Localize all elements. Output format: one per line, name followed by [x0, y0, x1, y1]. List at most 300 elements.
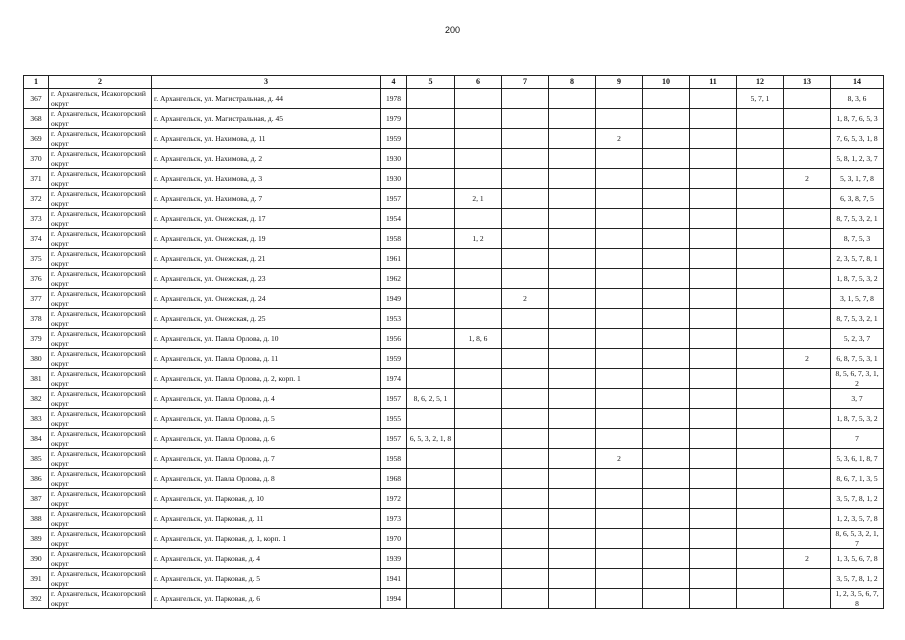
table-cell — [643, 489, 690, 509]
table-cell — [549, 149, 596, 169]
table-cell — [737, 529, 784, 549]
table-cell — [549, 229, 596, 249]
table-cell — [596, 189, 643, 209]
table-cell — [643, 169, 690, 189]
table-cell — [407, 529, 455, 549]
table-cell — [455, 529, 502, 549]
table-cell — [737, 129, 784, 149]
table-cell: 381 — [24, 369, 49, 389]
table-cell: 8, 5, 6, 7, 3, 1, 2 — [831, 369, 884, 389]
table-cell — [690, 529, 737, 549]
table-cell: 8, 7, 5, 3, 2, 1 — [831, 209, 884, 229]
table-cell: г. Архангельск, ул. Павла Орлова, д. 8 — [152, 469, 381, 489]
table-cell: 1961 — [381, 249, 407, 269]
table-cell: г. Архангельск, ул. Парковая, д. 1, корп. 1 — [152, 529, 381, 549]
table-cell: 1974 — [381, 369, 407, 389]
table-cell — [455, 89, 502, 109]
table-cell — [549, 129, 596, 149]
table-cell: г. Архангельск, ул. Парковая, д. 11 — [152, 509, 381, 529]
table-cell — [690, 569, 737, 589]
table-cell: г. Архангельск, ул. Нахимова, д. 3 — [152, 169, 381, 189]
table-row — [24, 229, 884, 249]
table-cell: г. Архангельск, Исакогорский округ — [49, 169, 152, 189]
table-cell — [737, 369, 784, 389]
table-cell: 390 — [24, 549, 49, 569]
table-cell — [502, 589, 549, 609]
table-cell — [549, 449, 596, 469]
table-cell — [407, 209, 455, 229]
table-cell — [690, 389, 737, 409]
table-cell — [596, 309, 643, 329]
table-cell: 5, 7, 1 — [737, 89, 784, 109]
table-cell — [549, 549, 596, 569]
table-cell: 1930 — [381, 149, 407, 169]
table-cell — [407, 89, 455, 109]
table-cell: г. Архангельск, ул. Парковая, д. 5 — [152, 569, 381, 589]
table-cell: 1957 — [381, 389, 407, 409]
table-cell: 1955 — [381, 409, 407, 429]
table-cell — [596, 489, 643, 509]
table-row — [24, 289, 884, 309]
table-cell — [737, 289, 784, 309]
table-row — [24, 189, 884, 209]
table-cell — [455, 489, 502, 509]
table-cell: 6, 8, 7, 5, 3, 1 — [831, 349, 884, 369]
table-cell: 371 — [24, 169, 49, 189]
table-cell — [643, 569, 690, 589]
table-row — [24, 489, 884, 509]
table-cell — [549, 309, 596, 329]
table-cell: 1930 — [381, 169, 407, 189]
table-cell — [502, 349, 549, 369]
table-cell — [596, 369, 643, 389]
table-cell — [455, 589, 502, 609]
table-row — [24, 209, 884, 229]
table-cell: 1949 — [381, 289, 407, 309]
table-row — [24, 589, 884, 609]
table-cell — [690, 449, 737, 469]
table-cell: г. Архангельск, Исакогорский округ — [49, 329, 152, 349]
table-cell — [407, 369, 455, 389]
column-header: 6 — [455, 76, 502, 89]
column-header: 10 — [643, 76, 690, 89]
table-cell: г. Архангельск, Исакогорский округ — [49, 449, 152, 469]
table-cell — [455, 369, 502, 389]
table-cell — [549, 329, 596, 349]
table-cell — [784, 469, 831, 489]
table-cell — [690, 349, 737, 369]
table-cell — [455, 569, 502, 589]
table-cell — [643, 249, 690, 269]
table-cell — [737, 509, 784, 529]
table-cell: г. Архангельск, Исакогорский округ — [49, 289, 152, 309]
table-cell: 3, 5, 7, 8, 1, 2 — [831, 489, 884, 509]
table-cell — [502, 449, 549, 469]
table-cell: 1994 — [381, 589, 407, 609]
table-cell — [455, 509, 502, 529]
table-cell — [784, 409, 831, 429]
table-cell — [643, 509, 690, 529]
table-cell: г. Архангельск, Исакогорский округ — [49, 229, 152, 249]
table-cell — [784, 489, 831, 509]
table-cell: 1, 2, 3, 5, 7, 8 — [831, 509, 884, 529]
table-cell: г. Архангельск, Исакогорский округ — [49, 189, 152, 209]
table-cell — [502, 269, 549, 289]
table-cell — [407, 109, 455, 129]
table-cell: г. Архангельск, Исакогорский округ — [49, 429, 152, 449]
table-cell — [407, 509, 455, 529]
column-header: 2 — [49, 76, 152, 89]
table-cell — [596, 509, 643, 529]
table-cell — [737, 229, 784, 249]
table-cell — [784, 369, 831, 389]
table-cell — [690, 169, 737, 189]
table-cell — [502, 549, 549, 569]
table-cell — [549, 169, 596, 189]
table-row — [24, 509, 884, 529]
table-row — [24, 269, 884, 289]
table-cell: г. Архангельск, Исакогорский округ — [49, 129, 152, 149]
table-cell — [690, 549, 737, 569]
table-cell: 392 — [24, 589, 49, 609]
table-row — [24, 149, 884, 169]
column-header: 13 — [784, 76, 831, 89]
table-cell: 5, 2, 3, 7 — [831, 329, 884, 349]
table-cell — [643, 129, 690, 149]
table-row — [24, 89, 884, 109]
table-cell: г. Архангельск, Исакогорский округ — [49, 549, 152, 569]
table-cell: 1, 8, 7, 6, 5, 3 — [831, 109, 884, 129]
table-cell — [407, 409, 455, 429]
table-cell — [690, 309, 737, 329]
table-cell — [407, 489, 455, 509]
table-cell — [690, 509, 737, 529]
table-cell — [643, 309, 690, 329]
table-cell — [690, 329, 737, 349]
table-cell — [690, 409, 737, 429]
table-cell: г. Архангельск, Исакогорский округ — [49, 249, 152, 269]
table-cell — [784, 249, 831, 269]
table-cell: 387 — [24, 489, 49, 509]
table-cell — [690, 469, 737, 489]
table-cell — [549, 269, 596, 289]
table-cell: 2 — [596, 129, 643, 149]
table-cell — [502, 429, 549, 449]
table-cell — [455, 109, 502, 129]
table-row — [24, 329, 884, 349]
table-cell — [690, 189, 737, 209]
table-cell — [737, 469, 784, 489]
table-cell — [455, 269, 502, 289]
table-cell — [690, 249, 737, 269]
table-cell — [596, 549, 643, 569]
table-cell — [549, 529, 596, 549]
table-cell — [596, 329, 643, 349]
table-cell — [549, 429, 596, 449]
table-row — [24, 549, 884, 569]
table-cell — [784, 109, 831, 129]
table-cell — [643, 369, 690, 389]
table-cell — [407, 149, 455, 169]
table-cell — [502, 209, 549, 229]
table-cell — [737, 409, 784, 429]
table-cell — [643, 529, 690, 549]
column-header: 8 — [549, 76, 596, 89]
table-cell: г. Архангельск, ул. Павла Орлова, д. 4 — [152, 389, 381, 409]
table-cell — [737, 589, 784, 609]
table-cell — [643, 269, 690, 289]
table-cell: 1968 — [381, 469, 407, 489]
table-cell — [643, 469, 690, 489]
table-cell — [455, 449, 502, 469]
table-cell — [784, 189, 831, 209]
table-cell: 1953 — [381, 309, 407, 329]
table-row — [24, 309, 884, 329]
table-cell — [407, 349, 455, 369]
column-header: 11 — [690, 76, 737, 89]
table-cell: 1941 — [381, 569, 407, 589]
table-cell — [502, 469, 549, 489]
table-cell — [407, 469, 455, 489]
table-cell — [690, 209, 737, 229]
table-cell: 1959 — [381, 129, 407, 149]
table-cell: г. Архангельск, Исакогорский округ — [49, 349, 152, 369]
table-cell: 7 — [831, 429, 884, 449]
table-cell — [455, 209, 502, 229]
table-cell — [596, 109, 643, 129]
table-cell: 1957 — [381, 429, 407, 449]
table-cell — [596, 469, 643, 489]
table-cell — [690, 149, 737, 169]
table-cell — [784, 129, 831, 149]
table-cell: г. Архангельск, ул. Нахимова, д. 2 — [152, 149, 381, 169]
table-cell — [549, 249, 596, 269]
table-cell — [596, 249, 643, 269]
table-cell: 383 — [24, 409, 49, 429]
table-cell: 379 — [24, 329, 49, 349]
table-cell — [690, 489, 737, 509]
table-cell — [502, 569, 549, 589]
table-cell — [784, 429, 831, 449]
table-cell — [784, 149, 831, 169]
table-cell: 373 — [24, 209, 49, 229]
table-cell: г. Архангельск, Исакогорский округ — [49, 209, 152, 229]
table-row — [24, 129, 884, 149]
table-cell: г. Архангельск, ул. Онежская, д. 25 — [152, 309, 381, 329]
table-cell: 5, 3, 6, 1, 8, 7 — [831, 449, 884, 469]
column-header: 5 — [407, 76, 455, 89]
table-cell — [502, 329, 549, 349]
table-cell: 2, 1 — [455, 189, 502, 209]
table-cell: 2 — [596, 449, 643, 469]
table-cell: 376 — [24, 269, 49, 289]
table-cell: 5, 3, 1, 7, 8 — [831, 169, 884, 189]
table-cell — [502, 309, 549, 329]
column-header: 9 — [596, 76, 643, 89]
table-cell: 382 — [24, 389, 49, 409]
table-row — [24, 469, 884, 489]
table-cell: г. Архангельск, Исакогорский округ — [49, 489, 152, 509]
table-cell — [784, 229, 831, 249]
table-cell: г. Архангельск, ул. Нахимова, д. 11 — [152, 129, 381, 149]
table-cell: г. Архангельск, Исакогорский округ — [49, 409, 152, 429]
table-cell: г. Архангельск, Исакогорский округ — [49, 529, 152, 549]
table-cell: 372 — [24, 189, 49, 209]
table-header-row — [24, 76, 884, 89]
table-cell: 1962 — [381, 269, 407, 289]
table-cell — [549, 509, 596, 529]
table-cell — [549, 89, 596, 109]
table-cell: 1956 — [381, 329, 407, 349]
table-cell — [549, 209, 596, 229]
table-cell — [596, 429, 643, 449]
table-cell — [407, 169, 455, 189]
table-cell — [502, 249, 549, 269]
table-cell — [407, 569, 455, 589]
table-row — [24, 369, 884, 389]
table-cell: 1979 — [381, 109, 407, 129]
table-cell: 370 — [24, 149, 49, 169]
table-cell — [690, 129, 737, 149]
column-header: 14 — [831, 76, 884, 89]
table-cell: 3, 5, 7, 8, 1, 2 — [831, 569, 884, 589]
table-cell: г. Архангельск, ул. Павла Орлова, д. 2, корп. 1 — [152, 369, 381, 389]
table-cell — [455, 389, 502, 409]
table-cell — [643, 209, 690, 229]
table-cell: 1, 2, 3, 5, 6, 7, 8 — [831, 589, 884, 609]
table-cell: 6, 3, 8, 7, 5 — [831, 189, 884, 209]
table-cell — [643, 109, 690, 129]
table-cell — [784, 89, 831, 109]
table-row — [24, 249, 884, 269]
table-cell: 8, 7, 5, 3 — [831, 229, 884, 249]
table-cell — [502, 489, 549, 509]
table-cell — [596, 169, 643, 189]
table-cell: г. Архангельск, ул. Онежская, д. 21 — [152, 249, 381, 269]
table-cell — [643, 189, 690, 209]
table-cell: г. Архангельск, ул. Павла Орлова, д. 5 — [152, 409, 381, 429]
table-row — [24, 409, 884, 429]
table-cell — [549, 109, 596, 129]
table-cell: 7, 6, 5, 3, 1, 8 — [831, 129, 884, 149]
table-cell — [455, 169, 502, 189]
table-cell: 1, 2 — [455, 229, 502, 249]
table-cell — [784, 289, 831, 309]
table-cell: г. Архангельск, Исакогорский округ — [49, 589, 152, 609]
table-cell: 386 — [24, 469, 49, 489]
table-cell — [407, 329, 455, 349]
table-cell: 385 — [24, 449, 49, 469]
table-cell — [690, 429, 737, 449]
table-cell: г. Архангельск, Исакогорский округ — [49, 509, 152, 529]
table-cell — [502, 169, 549, 189]
table-cell — [737, 209, 784, 229]
table-cell — [690, 369, 737, 389]
table-cell — [549, 369, 596, 389]
column-header: 7 — [502, 76, 549, 89]
table-cell: 1, 8, 6 — [455, 329, 502, 349]
table-row — [24, 529, 884, 549]
column-header: 4 — [381, 76, 407, 89]
table-cell — [737, 569, 784, 589]
table-cell — [737, 269, 784, 289]
table-cell: г. Архангельск, ул. Павла Орлова, д. 7 — [152, 449, 381, 469]
table-cell: 2 — [784, 169, 831, 189]
table-cell — [737, 249, 784, 269]
table-cell: г. Архангельск, ул. Павла Орлова, д. 10 — [152, 329, 381, 349]
table-cell: 1957 — [381, 189, 407, 209]
table-cell: 6, 5, 3, 2, 1, 8 — [407, 429, 455, 449]
table-cell — [737, 169, 784, 189]
table-cell: г. Архангельск, ул. Нахимова, д. 7 — [152, 189, 381, 209]
table-cell — [643, 329, 690, 349]
table-cell — [784, 309, 831, 329]
table-cell — [596, 589, 643, 609]
table-cell — [502, 149, 549, 169]
table-cell — [784, 209, 831, 229]
table-cell: 8, 6, 5, 3, 2, 1, 7 — [831, 529, 884, 549]
table-cell: 2, 3, 5, 7, 8, 1 — [831, 249, 884, 269]
table-cell: г. Архангельск, Исакогорский округ — [49, 89, 152, 109]
column-header: 1 — [24, 76, 49, 89]
table-cell — [596, 89, 643, 109]
table-cell — [784, 589, 831, 609]
table-cell — [737, 309, 784, 329]
table-cell: 3, 1, 5, 7, 8 — [831, 289, 884, 309]
table-cell — [690, 269, 737, 289]
table-cell — [737, 489, 784, 509]
table-cell — [407, 229, 455, 249]
table-cell — [643, 429, 690, 449]
table-cell: 369 — [24, 129, 49, 149]
table-cell — [737, 349, 784, 369]
table-cell — [407, 549, 455, 569]
table-cell — [502, 89, 549, 109]
table-cell — [502, 229, 549, 249]
table-cell — [502, 409, 549, 429]
table-cell — [549, 349, 596, 369]
table-cell: г. Архангельск, Исакогорский округ — [49, 469, 152, 489]
page-number: 200 — [444, 25, 461, 35]
table-cell — [737, 449, 784, 469]
table-cell — [643, 149, 690, 169]
table-cell — [596, 529, 643, 549]
table-body — [24, 89, 884, 609]
table-cell — [784, 389, 831, 409]
table-cell — [690, 229, 737, 249]
table-row — [24, 389, 884, 409]
table-cell: 3, 7 — [831, 389, 884, 409]
table-cell — [407, 249, 455, 269]
table-cell — [502, 369, 549, 389]
table-cell — [455, 429, 502, 449]
table-cell: 1959 — [381, 349, 407, 369]
table-cell: 384 — [24, 429, 49, 449]
table-cell: 378 — [24, 309, 49, 329]
table-row — [24, 569, 884, 589]
table-cell — [784, 449, 831, 469]
table-cell: г. Архангельск, Исакогорский округ — [49, 569, 152, 589]
table-cell — [596, 209, 643, 229]
table-cell: 5, 8, 1, 2, 3, 7 — [831, 149, 884, 169]
table-row — [24, 109, 884, 129]
table-cell: 375 — [24, 249, 49, 269]
table-cell — [784, 509, 831, 529]
table-cell — [455, 289, 502, 309]
table-cell: г. Архангельск, Исакогорский округ — [49, 389, 152, 409]
table-cell: г. Архангельск, ул. Парковая, д. 4 — [152, 549, 381, 569]
table-cell: г. Архангельск, Исакогорский округ — [49, 149, 152, 169]
